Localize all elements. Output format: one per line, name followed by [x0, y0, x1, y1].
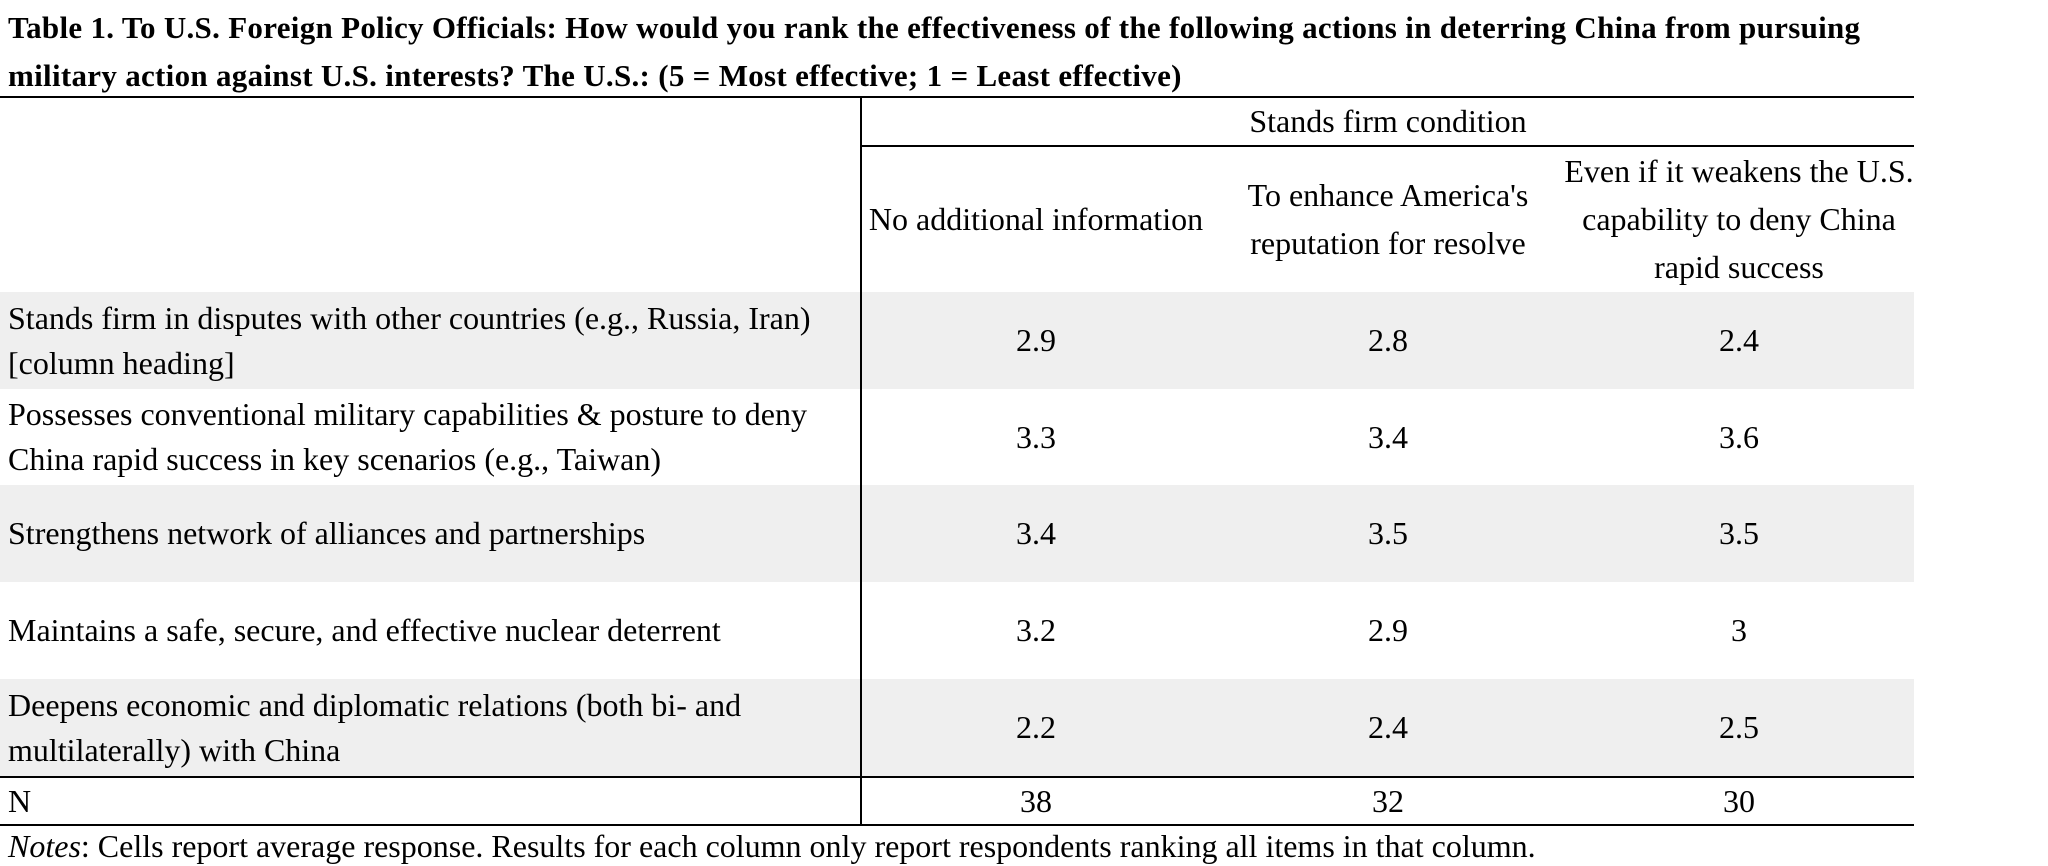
column-header-3: Even if it weakens the U.S. capability to deny China rapid success	[1564, 153, 1914, 285]
table-cell: 3.5	[1719, 515, 1759, 551]
column-header-1: No additional information	[868, 201, 1204, 237]
table-cell: 2.4	[1368, 709, 1408, 745]
supergroup-header: Stands firm condition	[1249, 103, 1527, 139]
column-header-2: To enhance America's reputation for resolve	[1247, 177, 1529, 261]
row-label: Strengthens network of alliances and partnerships	[8, 515, 646, 551]
table-cell: 3.3	[1016, 418, 1056, 455]
table-cell: 2.2	[1016, 709, 1056, 745]
table-caption: Table 1. To U.S. Foreign Policy Officials: How would you rank the effectiveness of the following actions in deterring China from pursuing military action against U.S. interests? The U.S.: (5 = Most effective; 1 = Least effective)	[8, 10, 1861, 93]
table-cell: 3.2	[1016, 612, 1056, 648]
notes-label: Notes	[8, 828, 81, 864]
table-cell: 2.9	[1368, 612, 1408, 648]
table-cell: 3.4	[1016, 515, 1056, 551]
table-cell: 3.5	[1368, 515, 1408, 551]
row-label: Possesses conventional military capabilities & posture to deny China rapid success in key scenarios (e.g., Taiwan)	[8, 396, 807, 477]
row-label: Maintains a safe, secure, and effective nuclear deterrent	[8, 612, 721, 648]
table-notes	[8, 826, 1536, 866]
table-cell: 2.4	[1719, 322, 1759, 358]
row-label: Stands firm in disputes with other countries (e.g., Russia, Iran) [column heading]	[8, 299, 811, 381]
notes-text: : Cells report average response. Results for each column only report respondents ranking all items in that column.	[80, 828, 1536, 864]
n-cell: 30	[1723, 782, 1755, 819]
row-label: Deepens economic and diplomatic relations (both bi- and multilaterally) with China	[8, 686, 742, 768]
n-row-label: N	[8, 782, 32, 819]
table-cell: 3.4	[1368, 418, 1408, 455]
table-cell: 2.9	[1016, 322, 1056, 358]
n-cell: 38	[1020, 782, 1052, 819]
table-cell: 2.8	[1368, 322, 1408, 358]
table-cell: 2.5	[1719, 709, 1759, 745]
table-cell: 3.6	[1719, 418, 1759, 455]
table-cell: 3	[1731, 612, 1747, 648]
n-cell: 32	[1372, 782, 1404, 819]
